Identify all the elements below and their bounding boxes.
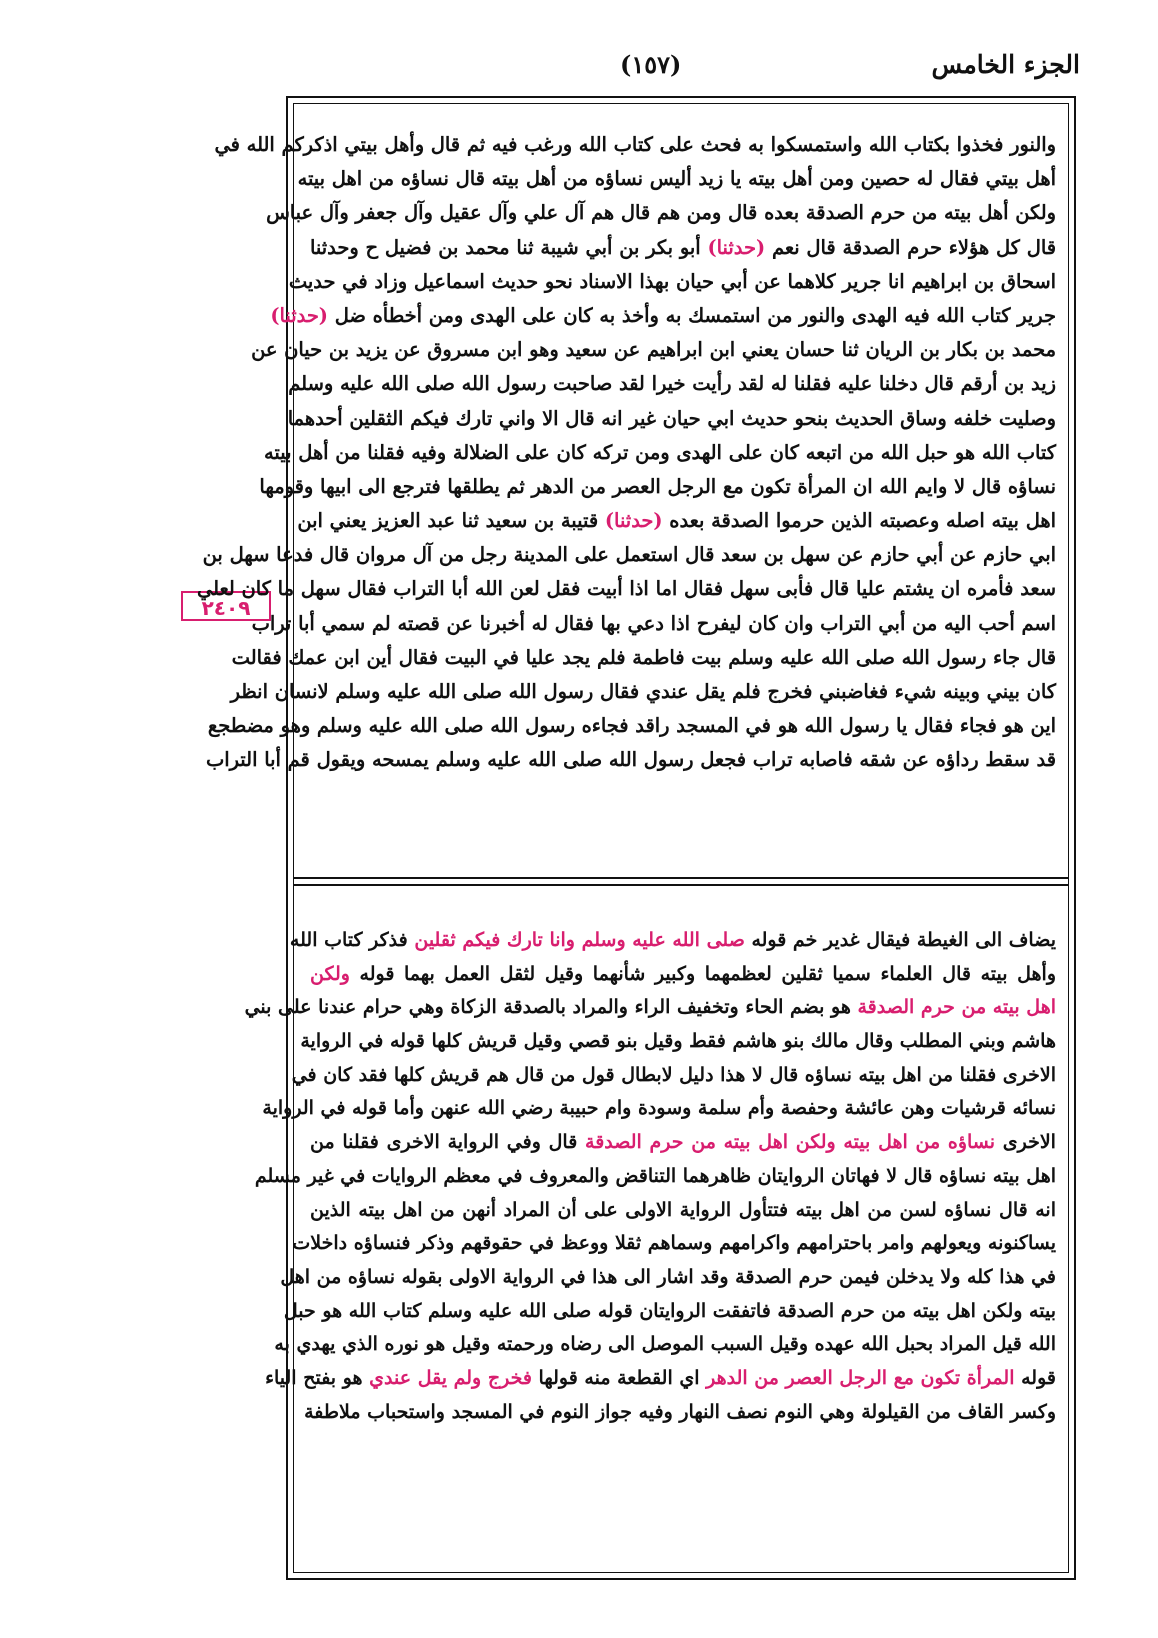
commentary-line: وكسر القاف من القيلولة وهي النوم نصف النهار وفيه جواز النوم في المسجد واستحباب ملاطفة — [304, 1400, 1056, 1423]
commentary-line: نسائه قرشيات وهن عائشة وحفصة وأم سلمة وسودة وام حبيبة رضي الله عنهن وأما قوله في الرواية — [262, 1097, 1056, 1120]
main-line: أهل بيتي فقال له حصين ومن أهل بيته يا زيد أليس نساؤه من أهل بيته قال نساؤه من اهل بيته — [297, 167, 1056, 191]
commentary-line: قوله المرأة تكون مع الرجل العصر من الدهر اي القطعة منه قولها فخرج ولم يقل عندي هو بفتح الياء — [265, 1366, 1056, 1389]
commentary-line: في هذا كله ولا يدخلن فيمن حرم الصدقة وقد اشار الى هذا في الرواية الاولى بقوله نساؤه من اهل — [280, 1265, 1056, 1288]
highlight-phrase: المرأة تكون مع الرجل العصر من الدهر — [706, 1366, 1015, 1389]
commentary-line: اهل بيته نساؤه قال لا فهاتان الروايتان ظاهرهما التناقض والمعروف في معظم الروايات في غير مسلم — [254, 1164, 1056, 1187]
highlight-phrase: فخرج ولم يقل عندي — [369, 1366, 532, 1389]
commentary-line: الاخرى فقلنا من اهل بيته نساؤه قال لا هذا دليل لابطال قول من قال هم قريش كلها فقد كان في — [291, 1063, 1056, 1086]
commentary-line: انه قال نساؤه لسن من اهل بيته فتتأول الرواية الاولى على أن المراد أنهن من اهل بيته الذين — [310, 1198, 1056, 1221]
main-line: قال كل هؤلاء حرم الصدقة قال نعم (حدثنا) أبو بكر بن أبي شيبة ثنا محمد بن فضيل ح وحدثنا — [310, 235, 1056, 259]
commentary-line: بيته ولكن اهل بيته من حرم الصدقة فاتفقت الروايتان قوله صلى الله عليه وسلم كتاب الله هو حبل — [283, 1299, 1056, 1322]
commentary-line: يساكنونه ويعولهم وامر باحترامهم واكرامهم وسماهم ثقلا ووعظ في حقوقهم وذكر فنساؤه داخلات — [292, 1232, 1056, 1255]
main-line: قال جاء رسول الله صلى الله عليه وسلم بيت فاطمة فلم يجد عليا في البيت فقال أين ابن عمك فقالت — [231, 645, 1056, 669]
commentary-pane — [244, 924, 1056, 1429]
page-number: (١٥٧) — [620, 50, 682, 79]
highlight-phrase: اهل بيته من حرم الصدقة — [857, 996, 1056, 1019]
main-line: ابي حازم عن أبي حازم عن سهل بن سعد قال استعمل على المدينة رجل من آل مروان قال فدعا سهل بن — [202, 543, 1056, 567]
main-line: اسحاق بن ابراهيم انا جرير كلاهما عن أبي حيان بهذا الاسناد نحو حديث اسماعيل وزاد في حديث — [288, 269, 1056, 293]
commentary-line: يضاف الى الغيطة فيقال غدير خم قوله صلى الله عليه وسلم وانا تارك فيكم ثقلين فذكر كتاب الله — [289, 929, 1056, 951]
main-line: نساؤه قال لا وايم الله ان المرأة تكون مع الرجل العصر من الدهر ثم يطلقها فترجع الى ابيها وقومها — [259, 474, 1056, 498]
main-line: جرير كتاب الله فيه الهدى والنور من استمسك به وأخذ به كان على الهدى ومن أخطأه ضل (حدثنا) — [270, 303, 1056, 327]
main-line: اهل بيته اصله وعصبته الذين حرموا الصدقة بعده (حدثنا) قتيبة بن سعيد ثنا عبد العزيز يعني ابن — [297, 509, 1056, 533]
highlight-phrase: (حدثنا) — [270, 303, 328, 327]
hadith-number-marker: ٢٤٠٩ — [181, 591, 271, 621]
volume-title: الجزء الخامس — [931, 50, 1080, 79]
section-divider-bottom — [293, 884, 1069, 886]
main-line: زيد بن أرقم قال دخلنا عليه فقلنا له لقد رأيت خيرا لقد صاحبت رسول الله صلى الله عليه وسلم — [288, 372, 1056, 396]
section-divider-top — [293, 877, 1069, 879]
commentary-line: هاشم وبني المطلب وقال مالك بنو هاشم فقط وقيل بنو قصي وقيل قريش كلها قوله في الرواية — [300, 1030, 1056, 1053]
main-line: ولكن أهل بيته من حرم الصدقة بعده قال ومن هم قال هم آل علي وآل عقيل وآل جعفر وآل عباس — [266, 201, 1056, 225]
commentary-line: اهل بيته من حرم الصدقة هو بضم الحاء وتخفيف الراء والمراد بالصدقة الزكاة وهي حرام عندنا على بني — [244, 996, 1056, 1019]
highlight-phrase: صلى الله عليه وسلم وانا تارك فيكم ثقلين — [414, 929, 745, 951]
highlight-phrase: ولكن — [310, 962, 350, 985]
commentary-line: الله قيل المراد بحبل الله عهده وقيل السبب الموصل الى رضاه ورحمته وقيل هو نوره الذي يهدي به — [274, 1333, 1056, 1356]
main-line: محمد بن بكار بن الريان ثنا حسان يعني ابن ابراهيم عن سعيد وهو ابن مسروق عن يزيد بن حيان عن — [251, 338, 1056, 362]
main-line: سعد فأمره ان يشتم عليا قال فأبى سهل فقال اما اذا أبيت فقل لعن الله أبا التراب فقال سهل ما كان لعلي — [196, 577, 1056, 601]
main-line: والنور فخذوا بكتاب الله واستمسكوا به فحث على كتاب الله ورغب فيه ثم قال وأهل بيتي اذكركم الله في — [214, 133, 1056, 156]
commentary-line: وأهل بيته قال العلماء سميا ثقلين لعظمهما وكبير شأنهما وقيل لثقل العمل بهما قوله ولكن — [310, 962, 1056, 985]
commentary-line: الاخرى نساؤه من اهل بيته ولكن اهل بيته من حرم الصدقة قال وفي الرواية الاخرى فقلنا من — [310, 1131, 1056, 1154]
main-line: كان بيني وبينه شيء فغاضبني فخرج فلم يقل عندي فقال رسول الله صلى الله عليه وسلم لانسان انظر — [230, 680, 1056, 703]
highlight-phrase: نساؤه من اهل بيته ولكن اهل بيته من حرم الصدقة — [585, 1131, 996, 1154]
highlight-phrase: (حدثنا) — [604, 509, 663, 533]
main-line: اين هو فجاء فقال يا رسول الله هو في المسجد راقد فجاءه رسول الله صلى الله عليه وسلم وهو مضطجع — [207, 714, 1056, 738]
main-line: قد سقط رداؤه عن شقه فاصابه تراب فجعل رسول الله صلى الله عليه وسلم يمسحه ويقول قم أبا التراب — [205, 748, 1056, 772]
main-line: وصليت خلفه وساق الحديث بنحو حديث ابي حيان غير انه قال الا واني تارك فيكم الثقلين أحدهما — [287, 406, 1056, 430]
main-line: اسم أحب اليه من أبي التراب وان كان ليفرح اذا دعي بها فقال له أخبرنا عن قصته لم سمي أبا تراب — [251, 611, 1056, 635]
main-line: كتاب الله هو حبل الله من اتبعه كان على الهدى ومن تركه كان على الضلالة وفيه فقلنا من أهل بيته — [264, 440, 1056, 464]
page-header — [280, 50, 1080, 90]
highlight-phrase: (حدثنا) — [707, 235, 766, 259]
